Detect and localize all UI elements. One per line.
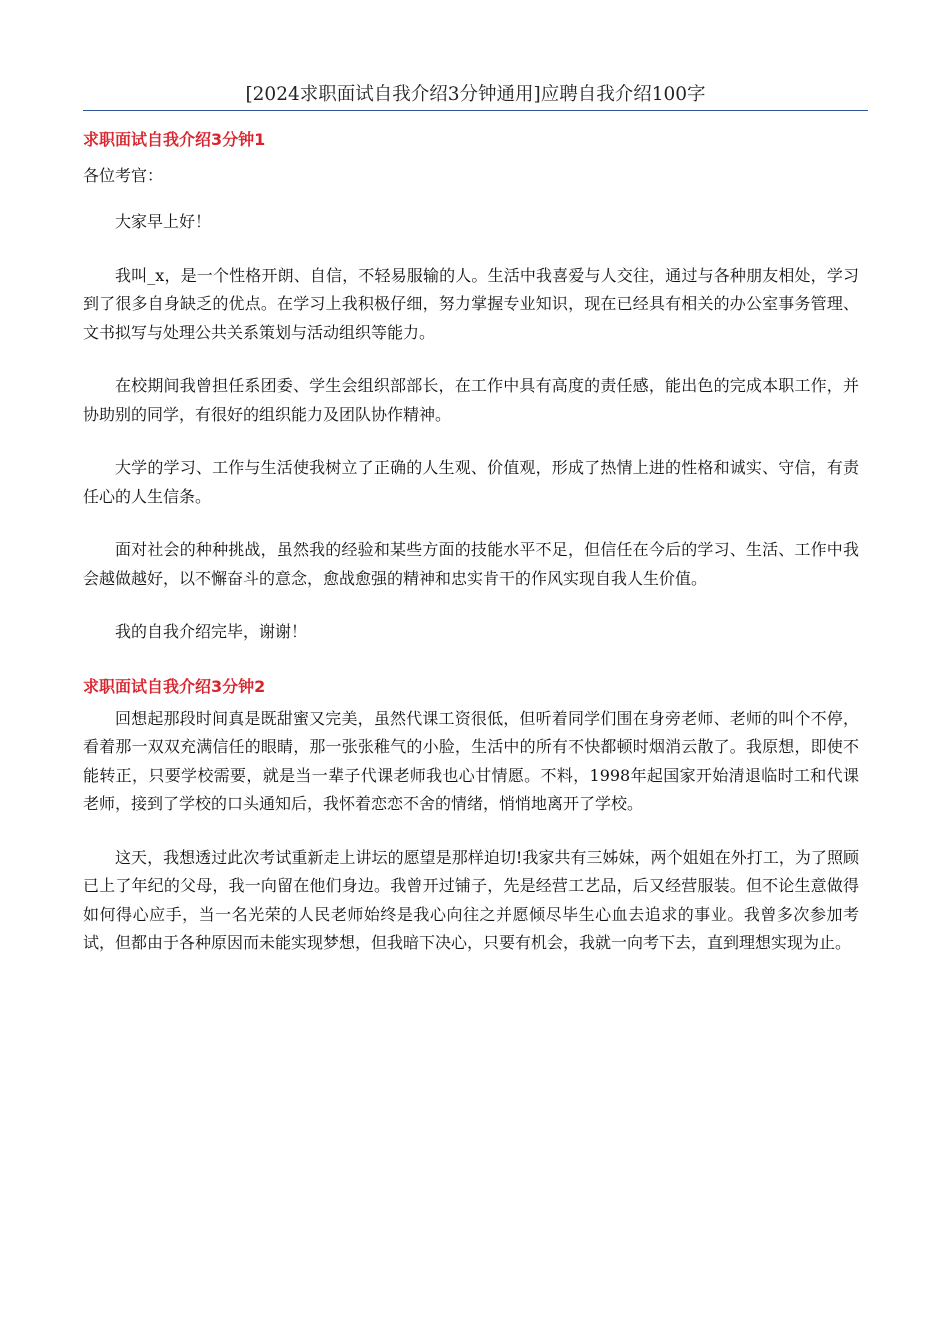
section-1-heading: 求职面试自我介绍3分钟1 (83, 130, 266, 149)
paragraph: 回想起那段时间真是既甜蜜又完美，虽然代课工资很低，但听着同学们围在身旁老师、老师的叫个不停，看着那一双双充满信任的眼睛，那一张张稚气的小脸，生活中的所有不快都顿时烟消云散了。我原想，即使不能转正，只要学校需要，就是当一辈子代课老师我也心甘情愿。不料，1998年起国家开始清退临时工和代课老师，接到了学校的口头通知后，我怀着恋恋不舍的情绪，悄悄地离开了学校。 (83, 708, 859, 813)
salutation: 各位考官： (83, 166, 164, 185)
paragraph: 我叫_x，是一个性格开朗、自信，不轻易服输的人。生活中我喜爱与人交往，通过与各种朋友相处，学习到了很多自身缺乏的优点。在学习上我积极仔细，努力掌握专业知识，现在已经具有相关的办公室事务管理、文书拟写与处理公共关系策划与活动组织等能力。 (83, 265, 859, 342)
document-body (83, 126, 859, 983)
paragraph: 大学的学习、工作与生活使我树立了正确的人生观、价值观，形成了热情上进的性格和诚实、守信，有责任心的人生信条。 (83, 458, 859, 506)
paragraph: 面对社会的种种挑战，虽然我的经验和某些方面的技能水平不足，但信任在今后的学习、生活、工作中我会越做越好，以不懈奋斗的意念，愈战愈强的精神和忠实肯干的作风实现自我人生价值。 (83, 540, 859, 588)
paragraph: 我的自我介绍完毕，谢谢！ (115, 622, 308, 641)
document-header-title: [2024求职面试自我介绍3分钟通用]应聘自我介绍100字 (83, 80, 868, 111)
section-2-heading: 求职面试自我介绍3分钟2 (83, 676, 266, 696)
paragraph: 在校期间我曾担任系团委、学生会组织部部长，在工作中具有高度的责任感，能出色的完成本职工作，并协助别的同学，有很好的组织能力及团队协作精神。 (83, 376, 859, 424)
paragraph: 大家早上好！ (115, 212, 212, 231)
paragraph: 这天，我想透过此次考试重新走上讲坛的愿望是那样迫切!我家共有三姊妹，两个姐姐在外打工，为了照顾已上了年纪的父母，我一向留在他们身边。我曾开过铺子，先是经营工艺品，后又经营服装。但不论生意做得如何得心应手，当一名光荣的人民老师始终是我心向往之并愿倾尽毕生心血去追求的事业。我曾多次参加考试，但都由于各种原因而未能实现梦想，但我暗下决心，只要有机会，我就一向考下去，直到理想实现为止。 (83, 847, 859, 952)
